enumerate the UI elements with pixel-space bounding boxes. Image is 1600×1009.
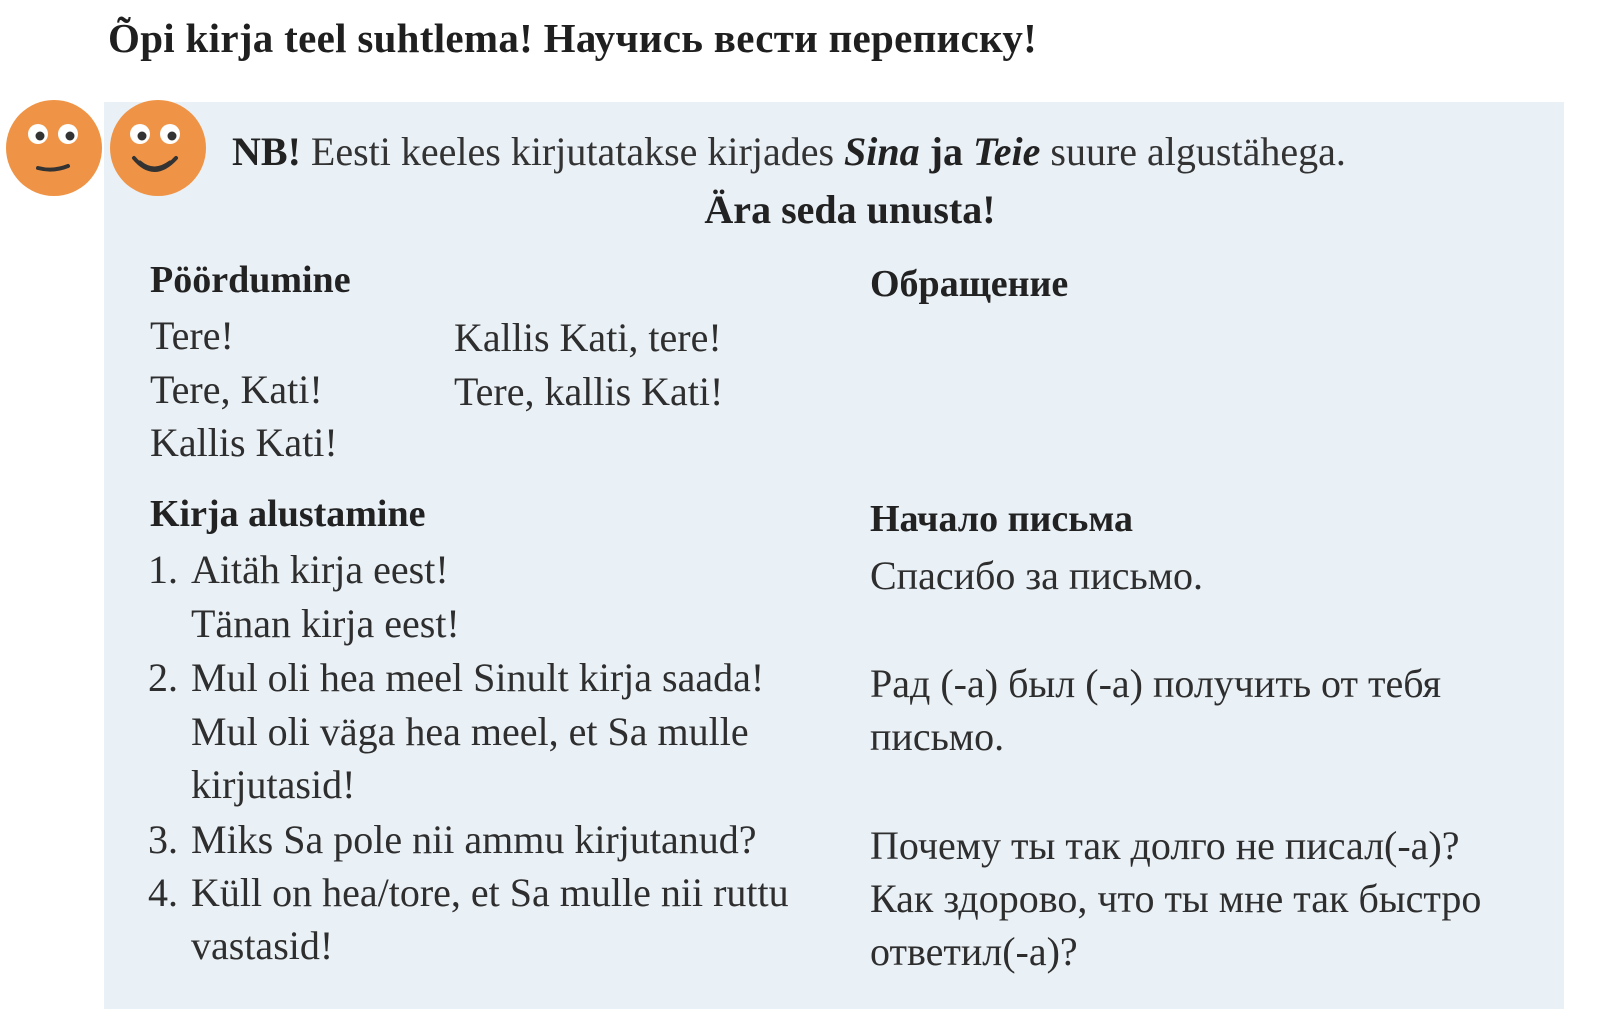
phrase-ru: Рад (-а) был (-а) получить от тебя: [870, 661, 1441, 706]
grinning-face-icon: [110, 100, 206, 196]
address-phrase: Kallis Kati, tere!: [454, 315, 722, 360]
address-heading-et: Pöördumine: [150, 259, 351, 301]
phrase-ru: ответил(-а)?: [870, 929, 1078, 974]
address-phrase: Kallis Kati!: [150, 420, 338, 465]
phrase-ru: письмо.: [870, 714, 1005, 759]
item-number: 4.: [148, 870, 178, 915]
phrase-et: vastasid!: [191, 923, 334, 968]
nb-teie: Teie: [972, 129, 1041, 174]
address-heading-ru: Обращение: [870, 263, 1069, 305]
opening-heading-ru: Начало письма: [870, 498, 1133, 540]
smiley-face-icon: [6, 100, 102, 196]
phrase-ru: Спасибо за письмо.: [870, 553, 1204, 598]
nb-text-before: Eesti keeles kirjutatakse kirjades: [300, 129, 845, 174]
phrase-et: Mul oli hea meel Sinult kirja saada!: [191, 655, 765, 700]
nb-ja: ja: [919, 129, 973, 174]
phrase-ru: Как здорово, что ты мне так быстро: [870, 876, 1482, 921]
nb-label: NB!: [232, 129, 301, 174]
reminder-text: Ära seda unusta!: [704, 187, 996, 232]
phrase-et: Mul oli väga hea meel, et Sa mulle: [191, 709, 749, 754]
item-number: 2.: [148, 655, 178, 700]
item-number: 1.: [148, 547, 178, 592]
phrase-et: kirjutasid!: [191, 762, 356, 807]
phrase-et: Küll on hea/tore, et Sa mulle nii ruttu: [191, 870, 789, 915]
phrase-ru: Почему ты так долго не писал(-а)?: [870, 823, 1460, 868]
page-title: Õpi kirja teel suhtlema! Научись вести переписку!: [108, 15, 1038, 61]
opening-heading-et: Kirja alustamine: [150, 493, 426, 535]
address-phrase: Tere, Kati!: [150, 367, 323, 412]
phrase-et: Miks Sa pole nii ammu kirjutanud?: [191, 817, 757, 862]
address-phrase: Tere!: [150, 313, 234, 358]
phrase-et: Aitäh kirja eest!: [191, 547, 449, 592]
nb-text-after: suure algustähega.: [1040, 129, 1346, 174]
nb-sina: Sina: [844, 129, 920, 174]
phrase-et: Tänan kirja eest!: [191, 601, 460, 646]
nb-note: [232, 128, 1346, 175]
item-number: 3.: [148, 817, 178, 862]
address-phrase: Tere, kallis Kati!: [454, 369, 724, 414]
